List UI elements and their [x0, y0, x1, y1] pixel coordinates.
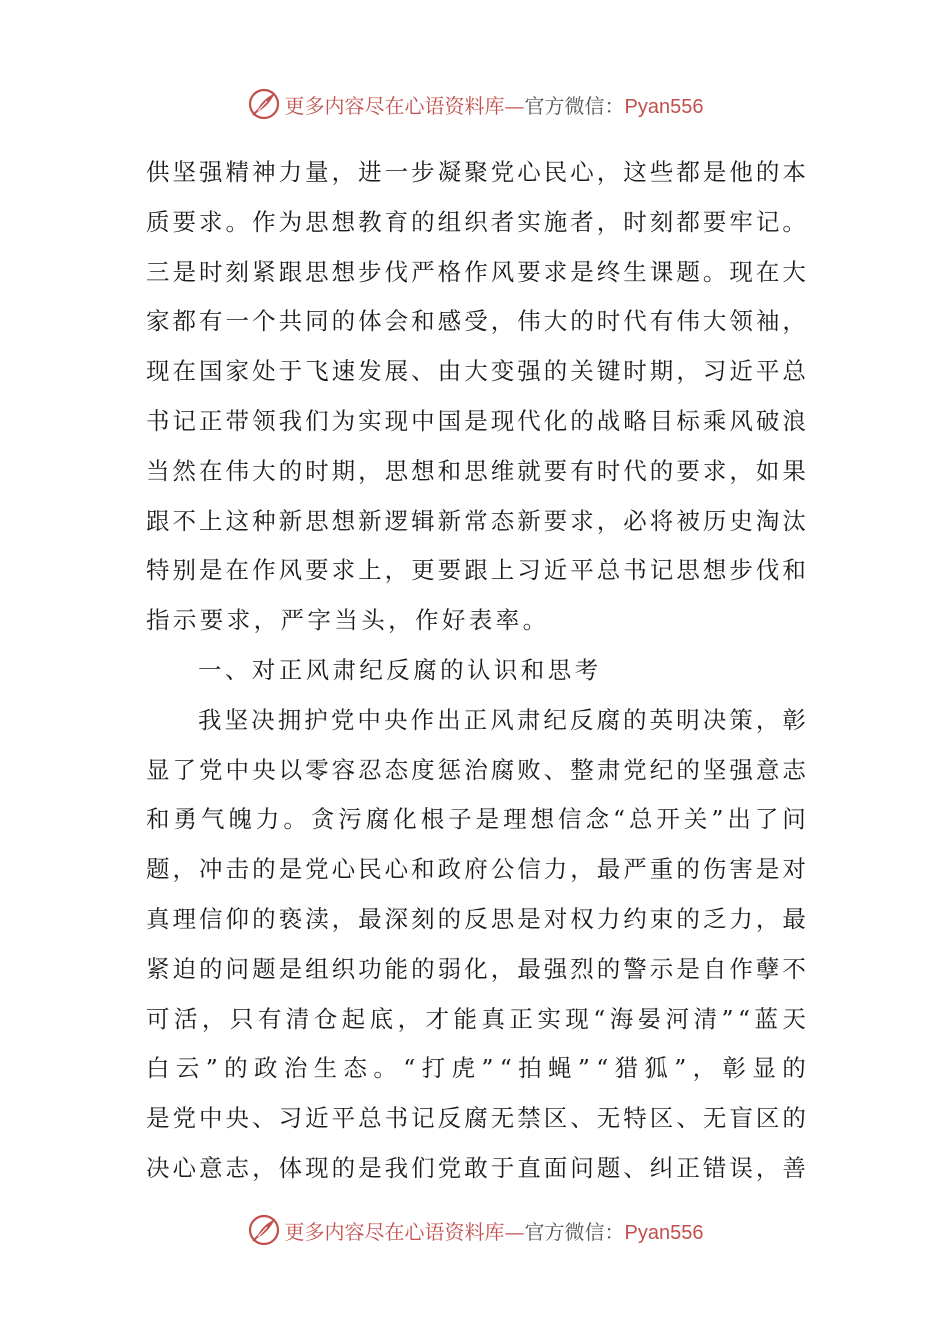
watermark-dash: — [504, 1219, 525, 1244]
watermark-main: 更多内容尽在心语资料库 [284, 1219, 505, 1244]
text-line: 三 是 时 刻 紧 跟 思 想 步 伐 严 格 作 风 要 求 是 终 生 课 题 。 现 在 大 [146, 257, 806, 286]
watermark-text [285, 1216, 704, 1245]
watermark-text [285, 90, 704, 119]
text-line: 一、对正风肃纪反腐的认识和思考 [198, 655, 602, 684]
text-line: 真 理 信 仰 的 亵 渎 ， 最 深 刻 的 反 思 是 对 权 力 约 束 的 乏 力 ， 最 [146, 904, 806, 933]
watermark-dash: — [504, 93, 525, 118]
header-watermark [0, 82, 950, 126]
text-line: 紧 迫 的 问 题 是 组 织 功 能 的 弱 化 ， 最 强 烈 的 警 示 是 自 作 孽 不 [146, 954, 806, 983]
watermark-main: 更多内容尽在心语资料库 [284, 93, 505, 118]
text-line: 特 别 是 在 作 风 要 求 上 ， 更 要 跟 上 习 近 平 总 书 记 思 想 步 伐 和 [146, 556, 806, 585]
text-line: 当 然 在 伟 大 的 时 期 ， 思 想 和 思 维 就 要 有 时 代 的 要 求 ， 如 果 [146, 456, 806, 485]
document-body [146, 148, 806, 1194]
text-line: 决 心 意 志 ， 体 现 的 是 我 们 党 敢 于 直 面 问 题 、 纠 正 错 误 ， 善 [146, 1153, 806, 1182]
text-line: 现 在 国 家 处 于 飞 速 发 展 、 由 大 变 强 的 关 键 时 期 ， 习 近 平 总 [146, 357, 806, 386]
text-line: 指示要求，严字当头，作好表率。 [146, 606, 550, 635]
text-line: 白 云 ” 的 政 治 生 态 。 “ 打 虎 ” “ 拍 蝇 ” “ 猎 狐 ” ， 彰 显 的 [146, 1054, 806, 1083]
watermark-wechat-label: 官方微信： [524, 1219, 625, 1244]
text-line: 供 坚 强 精 神 力 量 ， 进 一 步 凝 聚 党 心 民 心 ， 这 些 都 是 他 的 本 [146, 158, 806, 186]
text-line: 家 都 有 一 个 共 同 的 体 会 和 感 受 ， 伟 大 的 时 代 有 伟 大 领 袖 ， [146, 307, 806, 336]
text-line: 我 坚 决 拥 护 党 中 央 作 出 正 风 肃 纪 反 腐 的 英 明 决 策 ， 彰 [198, 705, 806, 734]
text-line: 可 活 ， 只 有 清 仓 起 底 ， 才 能 真 正 实 现 “ 海 晏 河 清 ” “ 蓝 天 [146, 1004, 806, 1033]
watermark-wechat-label: 官方微信： [524, 93, 625, 118]
text-line: 和 勇 气 魄 力 。 贪 污 腐 化 根 子 是 理 想 信 念 “ 总 开 关 ” 出 了 问 [146, 805, 806, 834]
feather-pen-icon [247, 1213, 281, 1247]
text-line: 题 ， 冲 击 的 是 党 心 民 心 和 政 府 公 信 力 ， 最 严 重 的 伤 害 是 对 [146, 855, 806, 884]
watermark-wechat-id: Pyan556 [624, 1221, 704, 1244]
text-line: 跟 不 上 这 种 新 思 想 新 逻 辑 新 常 态 新 要 求 ， 必 将 被 历 史 淘 汰 [146, 506, 806, 535]
text-line: 是 党 中 央 、 习 近 平 总 书 记 反 腐 无 禁 区 、 无 特 区 、 无 盲 区 的 [146, 1104, 806, 1133]
text-line: 书 记 正 带 领 我 们 为 实 现 中 国 是 现 代 化 的 战 略 目 标 乘 风 破 浪 [146, 406, 806, 435]
text-line: 显 了 党 中 央 以 零 容 忍 态 度 惩 治 腐 败 、 整 肃 党 纪 的 坚 强 意 志 [146, 755, 806, 784]
footer-watermark [0, 1208, 950, 1252]
text-line: 质 要 求 。 作 为 思 想 教 育 的 组 织 者 实 施 者 ， 时 刻 都 要 牢 记 。 [146, 207, 806, 236]
watermark-wechat-id: Pyan556 [624, 95, 704, 118]
feather-pen-icon [247, 87, 281, 121]
